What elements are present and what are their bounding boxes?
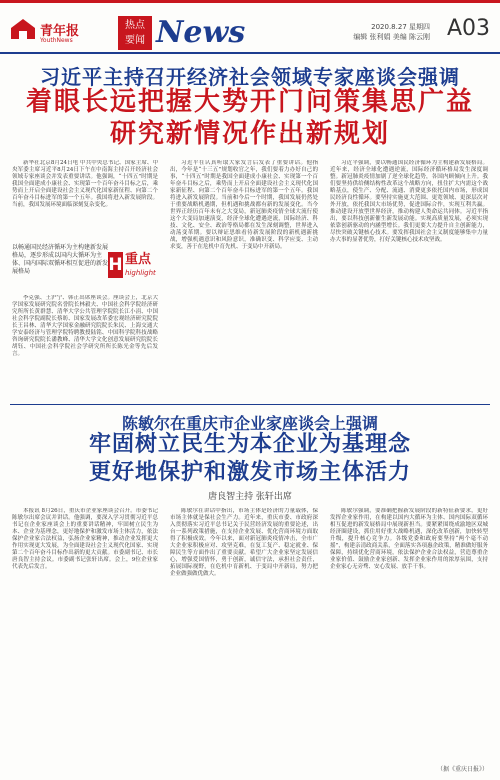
- paper-english-name: YouthNews: [40, 37, 73, 44]
- article1-kicker: 习近平主持召开经济社会领域专家座谈会强调: [40, 65, 460, 89]
- issue-info: [353, 22, 430, 42]
- article1-headline-line1: 着眼长远把握大势开门问策集思广益: [25, 87, 474, 117]
- highlight-en-label: highlight: [125, 269, 156, 277]
- article1-column-3: [330, 160, 488, 398]
- section-label: [118, 16, 152, 50]
- highlight-letter: H: [108, 252, 123, 278]
- news-wordmark: News: [156, 15, 246, 50]
- article-divider: [10, 404, 490, 405]
- issue-staff: 编辑 张利娟 美编 陈云刚: [353, 33, 430, 41]
- article1-column-1b: [12, 295, 158, 398]
- newspaper-logo-icon: [10, 18, 36, 40]
- issue-date: 2020.8.27 星期四: [371, 23, 430, 31]
- masthead-rule: [0, 52, 500, 54]
- article2-paragraph: 陈敏尔在讲话中指出，市场主体是经济的力量载体，保市场主体就是保社会生产力。近年来，重庆市委、市政府深入贯彻落实习近平总书记关于民营经济发展的重要论述，出台一系列政策措施，在支持企业发展、优化营商环境方面取得了积极成效。今年以来，面对新冠肺炎疫情冲击，全市广大企业家积极应对、攻坚克难，在复工复产、稳定就业、保障民生等方面作出了重要贡献。希望广大企业家坚定发展信心，增强爱国情怀，勇于创新，诚信守法，承担社会责任，拓展国际视野，在危机中育新机、于变局中开新局，努力把企业做强做优做大。: [170, 508, 318, 577]
- article2-column-3: [330, 508, 488, 756]
- page-number: A03: [446, 16, 490, 41]
- article1-paragraph: 习近平在认真听取大家发言后发表了重要讲话。他指出，今年是“十三五”规划收官之年，我们要着力办好自己的事，“十四五”时期是我国全面建成小康社会、实现第一个百年奋斗目标之后，乘势而上开启全面建设社会主义现代化国家新征程、向第二个百年奋斗目标进军的第一个五年。我国将进入新发展阶段。当前和今后一个时期，我国发展仍然处于重要战略机遇期，但机遇和挑战都有新的发展变化。当今世界正经历百年未有之大变局，新冠肺炎疫情全球大流行使这个大变局加速演变，经济全球化遭遇逆流，国际经济、科技、文化、安全、政治等格局都在发生深刻调整，世界进入动荡变革期。要以辩证思维看待新发展阶段的新机遇新挑战，增强机遇意识和风险意识，准确识变、科学应变、主动求变，善于在危机中育先机、于变局中开新局。: [170, 160, 318, 250]
- article2-column-1: [12, 508, 158, 756]
- paper-name: 青年报: [40, 24, 80, 39]
- highlight-text: 以畅通国民经济循环为主构建新发展格局，逐步形成以国内大循环为主体、国内国际双循环相互促进的新发展格局: [12, 244, 109, 275]
- article2-column-2: [170, 508, 318, 756]
- masthead-top-bar: [0, 0, 500, 3]
- article2-source: （据《重庆日报》）: [436, 766, 488, 773]
- article1-paragraph: 李克强、王沪宁、韩正出席座谈会。座谈会上，北京大学国家发展研究院名誉院长林毅夫、中国社会科学院经济研究所所长黄群慧、清华大学公共管理学院院长江小涓、中国社会科学院副院长蔡昉、国家发展改革委宏观经济研究院院长王昌林、清华大学国家金融研究院院长朱民、上海交通大学安泰经济与管理学院特聘教授陆铭、中国科学院科技战略咨询研究院院长潘教峰、清华大学文化创意发展研究院院长胡钰、中国社会科学院社会学研究所所长陈光金等先后发言。: [12, 295, 158, 357]
- highlight-badge: [108, 252, 158, 286]
- article1-paragraph: 习近平强调，要以畅通国民经济循环为主构建新发展格局。近年来，经济全球化遭遇逆流，国际经济循环格局发生深度调整。新冠肺炎疫情加剧了逆全球化趋势，各国内顾倾向上升。我们要坚持供给侧结构性改革这个战略方向，扭住扩大内需这个战略基点，使生产、分配、流通、消费更多依托国内市场，形成国民经济良性循环。要坚持实施更大范围、更宽领域、更深层次对外开放，依托我国大市场优势，促进国际合作，实现互利共赢。推动建设开放型世界经济，推动构建人类命运共同体。习近平指出，要以科技创新催生新发展动能。实现高质量发展，必须实现依靠创新驱动的内涵型增长。我们更要大力提升自主创新能力，尽快突破关键核心技术。要发挥我国社会主义制度能够集中力量办大事的显著优势，打好关键核心技术攻坚战。: [330, 160, 488, 243]
- article2-paragraph: 本报讯 8月26日，重庆市企业家座谈会召开。市委书记陈敏尔出席会议并讲话。他强调，要深入学习贯彻习近平总书记在企业家座谈会上的重要讲话精神，牢固树立民生为本、企业为基理念，更好地保护和激发市场主体活力，依法保护企业家合法权益，弘扬企业家精神，推动企业发挥更大作用实现更大发展，为全面建设社会主义现代化国家、实现第二个百年奋斗目标作出新的更大贡献。市委副书记、市长唐良智主持会议。市委副书记张轩出席。会上，9位企业家代表先后发言。: [12, 508, 158, 570]
- highlight-callout: [12, 244, 158, 291]
- masthead: [0, 0, 500, 56]
- article1-column-2: [170, 160, 318, 398]
- article2-byline: 唐良智主持 张轩出席: [208, 492, 292, 502]
- article2-kicker: 陈敏尔在重庆市企业家座谈会上强调: [121, 414, 378, 433]
- section-label-text: 热点 要闻: [125, 20, 145, 46]
- article1-headline-line2: 研究新情况作出新规划: [109, 119, 390, 149]
- article1-paragraph: 新华社北京8月24日电 中共中央总书记、国家主席、中央军委主席习近平8月24日下午在中南海主持召开经济社会领域专家座谈会并发表重要讲话。他强调，“十四五”时期是我国全面建成小康社会、实现第一个百年奋斗目标之后，乘势而上开启全面建设社会主义现代化国家新征程、向第二个百年奋斗目标进军的第一个五年。我国将进入新发展阶段。当前，我国发展环境面临深刻复杂变化。: [12, 160, 158, 208]
- article2-headline: [0, 431, 500, 487]
- highlight-zh-label: 重点: [125, 252, 152, 267]
- article2-paragraph: 陈敏尔强调，要准确把握新发展阶段的新特征新要求，更好发挥企业家作用，在构建以国内大循环为主体、国内国际双循环相互促进的新发展格局中展现新担当。要紧紧围绕成渝地区双城经济圈建设，抓住用好重大战略机遇，深化改革创新，加快转型升级，提升核心竞争力。各级党委和政府要坚持“两个毫不动摇”，构建亲清政商关系，全面落实各项惠企政策，精准做好服务保障，持续优化营商环境，依法保护企业合法权益，营造尊重企业家价值、鼓励企业家创新、发挥企业家作用的浓厚氛围，支持企业家心无旁骛、安心发展、放手干事。: [330, 508, 488, 570]
- article2-headline-line1: 牢固树立民生为本企业为基理念: [88, 432, 411, 457]
- article2-headline-line2: 更好地保护和激发市场主体活力: [88, 460, 411, 485]
- article1-column-1: [12, 160, 158, 240]
- article1-headline: [0, 86, 500, 150]
